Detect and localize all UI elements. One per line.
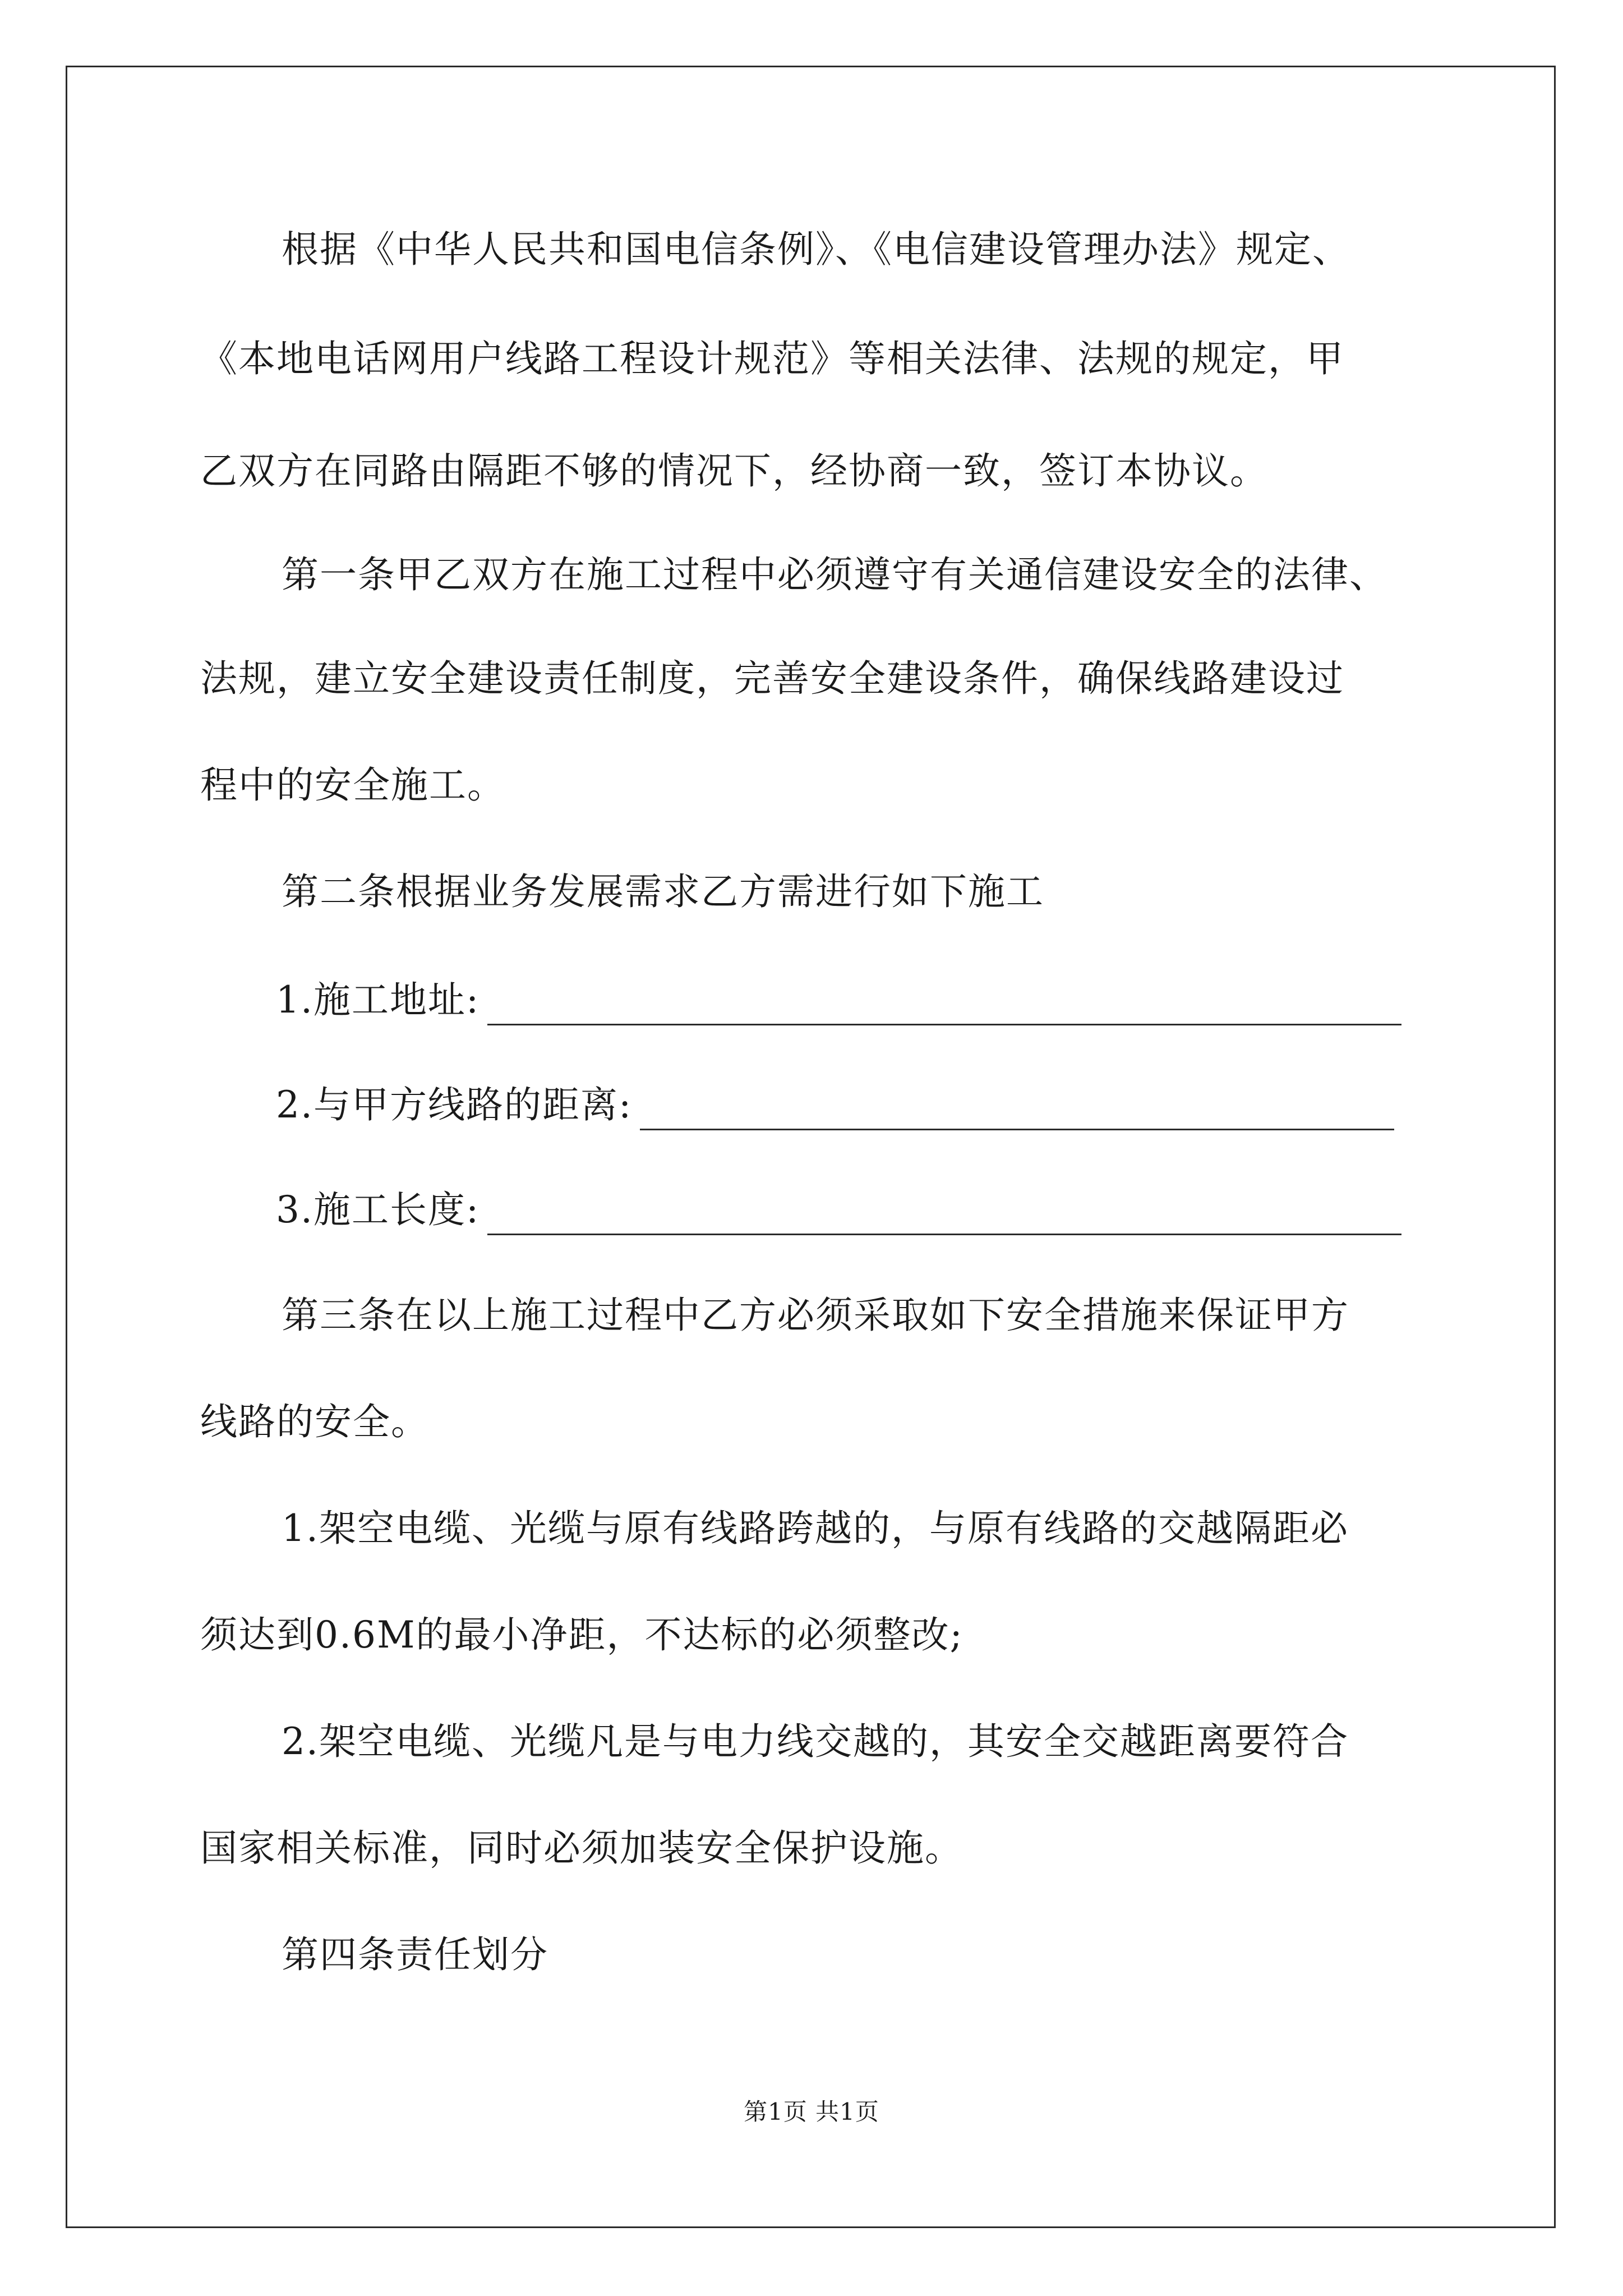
field-distance xyxy=(276,1080,1394,1130)
field-construction-address-blank[interactable] xyxy=(487,984,1401,1025)
article-2-line-1: 第二条根据业务发展需求乙方需进行如下施工 xyxy=(282,870,1044,913)
field-distance-label: 2.与甲方线路的距离: xyxy=(276,1083,633,1126)
field-construction-address xyxy=(276,975,1401,1025)
article-4-line-1: 第四条责任划分 xyxy=(282,1933,548,1976)
page-border xyxy=(66,66,1556,2228)
field-distance-blank[interactable] xyxy=(640,1089,1394,1130)
paragraph-1-line-3: 乙双方在同路由隔距不够的情况下，经协商一致，签订本协议。 xyxy=(200,449,1268,493)
article-1-line-2: 法规，建立安全建设责任制度，完善安全建设条件，确保线路建设过 xyxy=(200,657,1344,700)
measure-2-line-2: 国家相关标准，同时必须加装安全保护设施。 xyxy=(200,1826,963,1870)
field-construction-address-label: 1.施工地址: xyxy=(276,978,480,1022)
article-3-line-1: 第三条在以上施工过程中乙方必须采取如下安全措施来保证甲方 xyxy=(282,1294,1349,1337)
field-construction-length-blank[interactable] xyxy=(487,1194,1401,1235)
field-construction-length xyxy=(276,1185,1401,1235)
article-3-line-2: 线路的安全。 xyxy=(200,1400,429,1443)
measure-2-line-1: 2.架空电缆、光缆凡是与电力线交越的，其安全交越距离要符合 xyxy=(282,1720,1349,1763)
field-construction-length-label: 3.施工长度: xyxy=(276,1188,480,1231)
measure-1-line-2: 须达到0.6M的最小净距，不达标的必须整改; xyxy=(200,1613,963,1657)
page-footer: 第1页 共1页 xyxy=(744,2098,879,2125)
article-1-line-1: 第一条甲乙双方在施工过程中必须遵守有关通信建设安全的法律、 xyxy=(282,553,1387,596)
paragraph-1-line-2: 《本地电话网用户线路工程设计规范》等相关法律、法规的规定，甲 xyxy=(200,337,1344,380)
article-1-line-3: 程中的安全施工。 xyxy=(200,763,505,807)
paragraph-1-line-1: 根据《中华人民共和国电信条例》、《电信建设管理办法》规定、 xyxy=(282,228,1350,271)
measure-1-line-1: 1.架空电缆、光缆与原有线路跨越的，与原有线路的交越隔距必 xyxy=(282,1507,1349,1550)
